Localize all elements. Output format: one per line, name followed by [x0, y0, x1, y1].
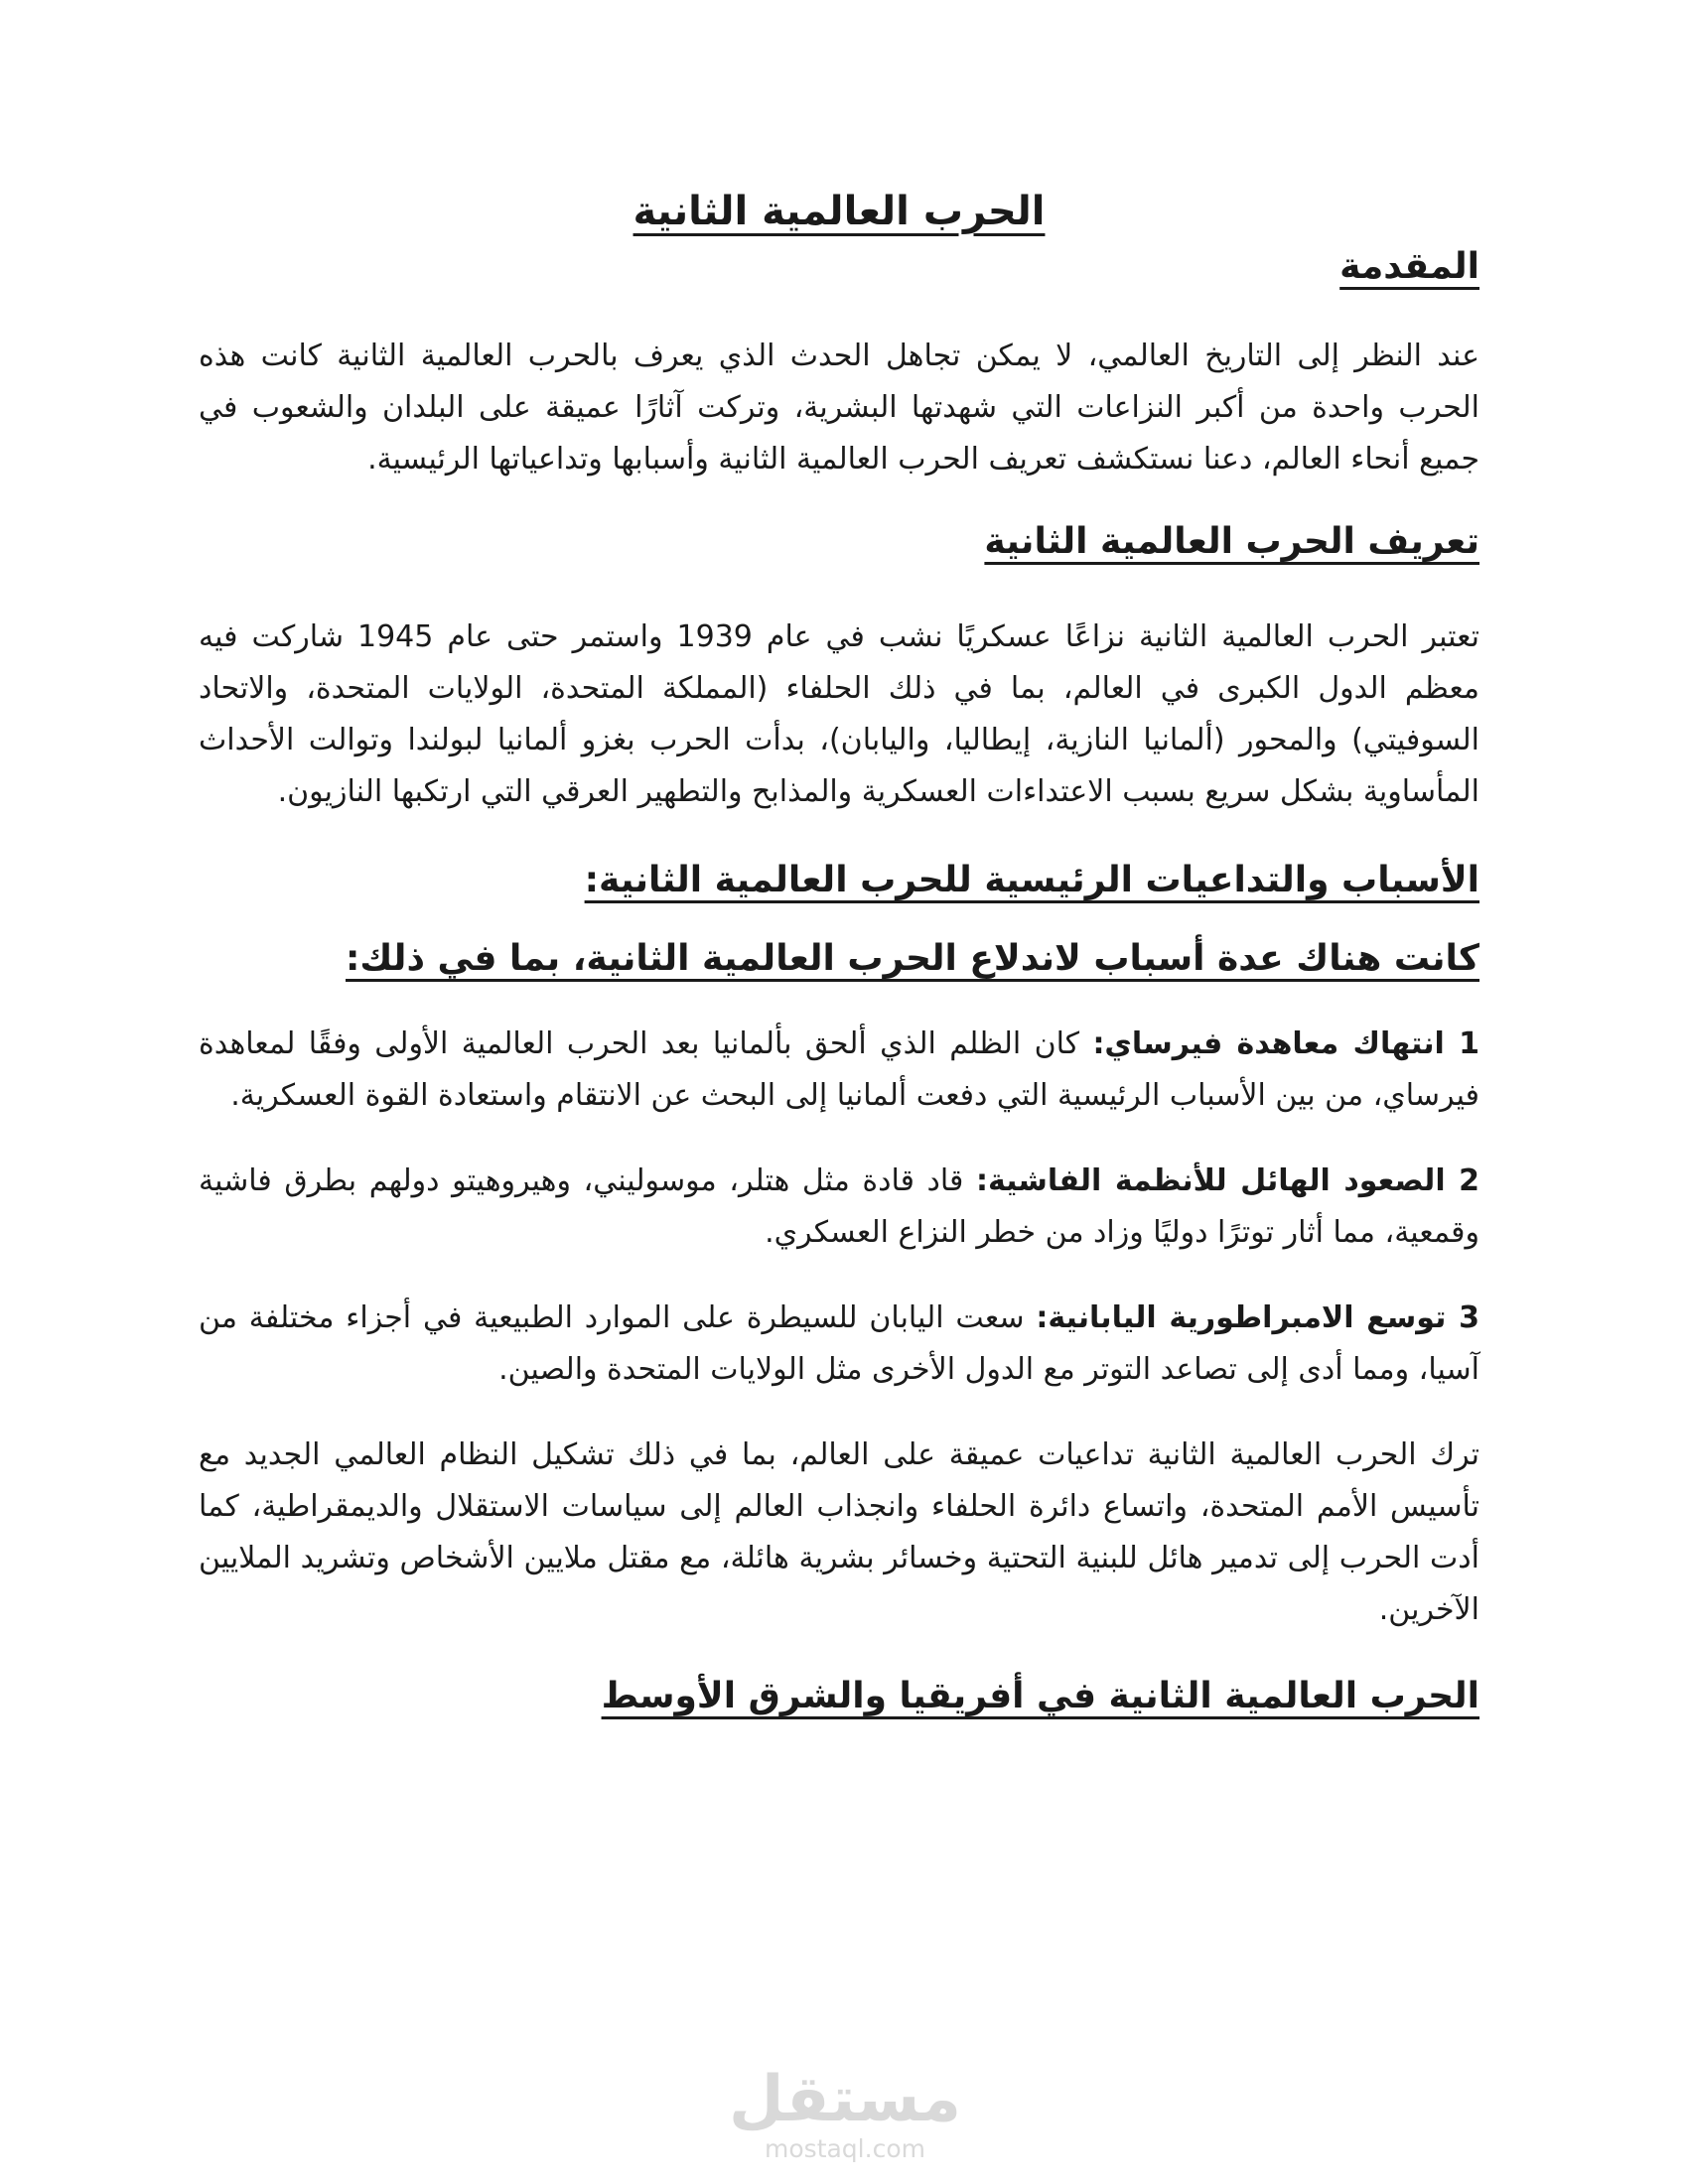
section-heading-africa: الحرب العالمية الثانية في أفريقيا والشرق الأوسط: [601, 1676, 1479, 1716]
cause-title-2: الصعود الهائل للأنظمة الفاشية:: [975, 1163, 1446, 1198]
causes-subheading: كانت هناك عدة أسباب لاندلاع الحرب العالمية الثانية، بما في ذلك:: [346, 938, 1479, 979]
document-title: الحرب العالمية الثانية: [633, 189, 1046, 234]
intro-paragraph: عند النظر إلى التاريخ العالمي، لا يمكن تجاهل الحدث الذي يعرف بالحرب العالمية الثانية كانت هذه الحرب واحدة من أكبر النزاعات التي شهدتها البشرية، وتركت آثارًا عميقة على البلدان والشعوب في جميع أنحاء العالم، دعنا نستكشف تعريف الحرب العالمية الثانية وأسبابها وتداعياتها الرئيسية.: [199, 339, 1479, 477]
cause-text-1: كان الظلم الذي ألحق بألمانيا بعد الحرب العالمية الأولى وفقًا لمعاهدة فيرساي، من بين الأسباب الرئيسية التي دفعت ألمانيا إلى البحث عن الانتقام واستعادة القوة العسكرية.: [199, 1026, 1479, 1113]
cause-number-3: 3: [1459, 1300, 1479, 1335]
cause-title-1: انتهاك معاهدة فيرساي:: [1092, 1026, 1445, 1061]
cause-item-1: [199, 1019, 1479, 1122]
cause-text-3: سعت اليابان للسيطرة على الموارد الطبيعية في أجزاء مختلفة من آسيا، ومما أدى إلى تصاعد التوتر مع الدول الأخرى مثل الولايات المتحدة والصين.: [199, 1300, 1479, 1387]
cause-item-2: [199, 1156, 1479, 1259]
cause-title-3: توسع الامبراطورية اليابانية:: [1036, 1300, 1447, 1335]
consequences-paragraph: ترك الحرب العالمية الثانية تداعيات عميقة على العالم، بما في ذلك تشكيل النظام العالمي الجديد مع تأسيس الأمم المتحدة، واتساع دائرة الحلفاء وانجذاب العالم إلى سياسات الاستقلال والديمقراطية، كما أدت الحرب إلى تدمير هائل للبنية التحتية وخسائر بشرية هائلة، مع مقتل ملايين الأشخاص وتشريد الملايين الآخرين.: [199, 1437, 1479, 1627]
cause-number-1: 1: [1459, 1026, 1479, 1061]
definition-paragraph: تعتبر الحرب العالمية الثانية نزاعًا عسكريًا نشب في عام 1939 واستمر حتى عام 1945 شاركت فيه معظم الدول الكبرى في العالم، بما في ذلك الحلفاء (المملكة المتحدة، الولايات المتحدة، والاتحاد السوفيتي) والمحور (ألمانيا النازية، إيطاليا، واليابان)، بدأت الحرب بغزو ألمانيا لبولندا وتوالت الأحداث المأساوية بشكل سريع بسبب الاعتداءات العسكرية والمذابح والتطهير العرقي التي ارتكبها النازيون.: [199, 619, 1479, 809]
watermark-url: mostaql.com: [765, 2134, 925, 2163]
watermark-logo: مستقل: [728, 2063, 962, 2136]
section-heading-causes: الأسباب والتداعيات الرئيسية للحرب العالمية الثانية:: [584, 860, 1479, 900]
document-page: [199, 189, 1479, 1716]
section-heading-definition: تعريف الحرب العالمية الثانية: [984, 521, 1479, 562]
section-heading-intro: المقدمة: [1339, 246, 1479, 287]
cause-text-2: قاد قادة مثل هتلر، موسوليني، وهيروهيتو دولهم بطرق فاشية وقمعية، مما أثار توترًا دوليًا وزاد من خطر النزاع العسكري.: [199, 1163, 1479, 1250]
cause-number-2: 2: [1459, 1163, 1479, 1198]
cause-item-3: [199, 1293, 1479, 1396]
mostaql-watermark: [723, 2065, 967, 2164]
